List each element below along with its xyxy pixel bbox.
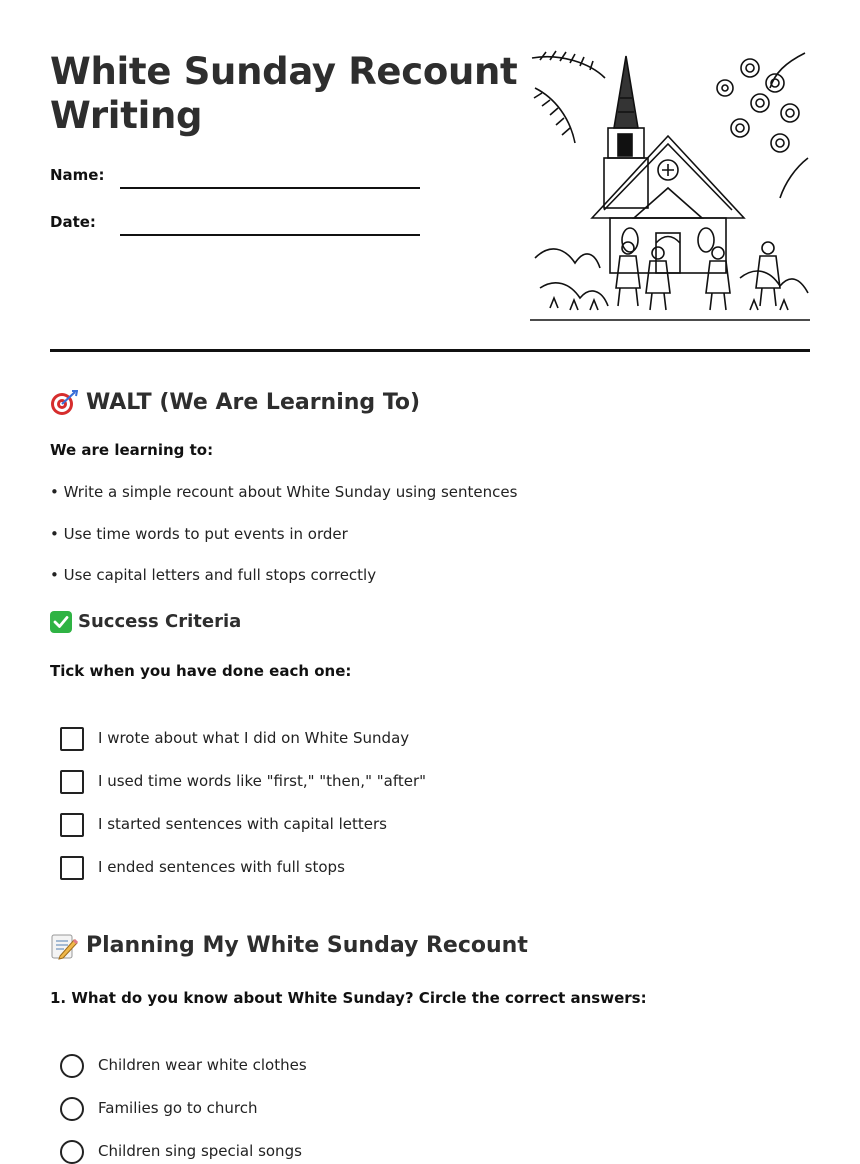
memo-pencil-icon — [50, 932, 78, 960]
planning-question-1: 1. What do you know about White Sunday? Circle the correct answers: — [50, 989, 647, 1007]
circle-option[interactable] — [60, 1097, 84, 1121]
walt-heading-text: WALT (We Are Learning To) — [86, 390, 421, 415]
walt-item-2: • Use time words to put events in order — [50, 525, 348, 543]
walt-intro: We are learning to: — [50, 441, 214, 459]
name-write-line[interactable] — [120, 187, 420, 189]
date-write-line[interactable] — [120, 234, 420, 236]
checkbox[interactable] — [60, 856, 84, 880]
option-text: Families go to church — [98, 1099, 258, 1117]
criteria-text: I used time words like "first," "then," "after" — [98, 772, 427, 790]
checkbox[interactable] — [60, 813, 84, 837]
header-divider — [50, 349, 810, 352]
title-line-2: Writing — [50, 94, 203, 137]
church-with-children-icon — [530, 48, 810, 324]
planning-heading-text: Planning My White Sunday Recount — [86, 933, 528, 958]
target-dart-icon — [50, 390, 78, 416]
criteria-text: I wrote about what I did on White Sunday — [98, 729, 410, 747]
check-mark-button-icon — [50, 611, 72, 633]
success-criteria-heading-text: Success Criteria — [78, 611, 242, 632]
option-text: Children sing special songs — [98, 1142, 302, 1160]
walt-heading — [50, 390, 420, 416]
success-criteria-heading — [50, 611, 241, 633]
walt-item-1: • Write a simple recount about White Sunday using sentences — [50, 483, 518, 501]
circle-option[interactable] — [60, 1140, 84, 1164]
circle-option[interactable] — [60, 1054, 84, 1078]
success-intro: Tick when you have done each one: — [50, 662, 352, 680]
criteria-text: I ended sentences with full stops — [98, 858, 345, 876]
title-line-1: White Sunday Recount — [50, 50, 518, 93]
name-label: Name: — [50, 166, 105, 184]
date-label: Date: — [50, 213, 96, 231]
checkbox[interactable] — [60, 770, 84, 794]
option-text: Children wear white clothes — [98, 1056, 307, 1074]
planning-heading — [50, 932, 528, 960]
page-title — [50, 50, 517, 138]
criteria-text: I started sentences with capital letters — [98, 815, 387, 833]
checkbox[interactable] — [60, 727, 84, 751]
walt-item-3: • Use capital letters and full stops correctly — [50, 566, 377, 584]
